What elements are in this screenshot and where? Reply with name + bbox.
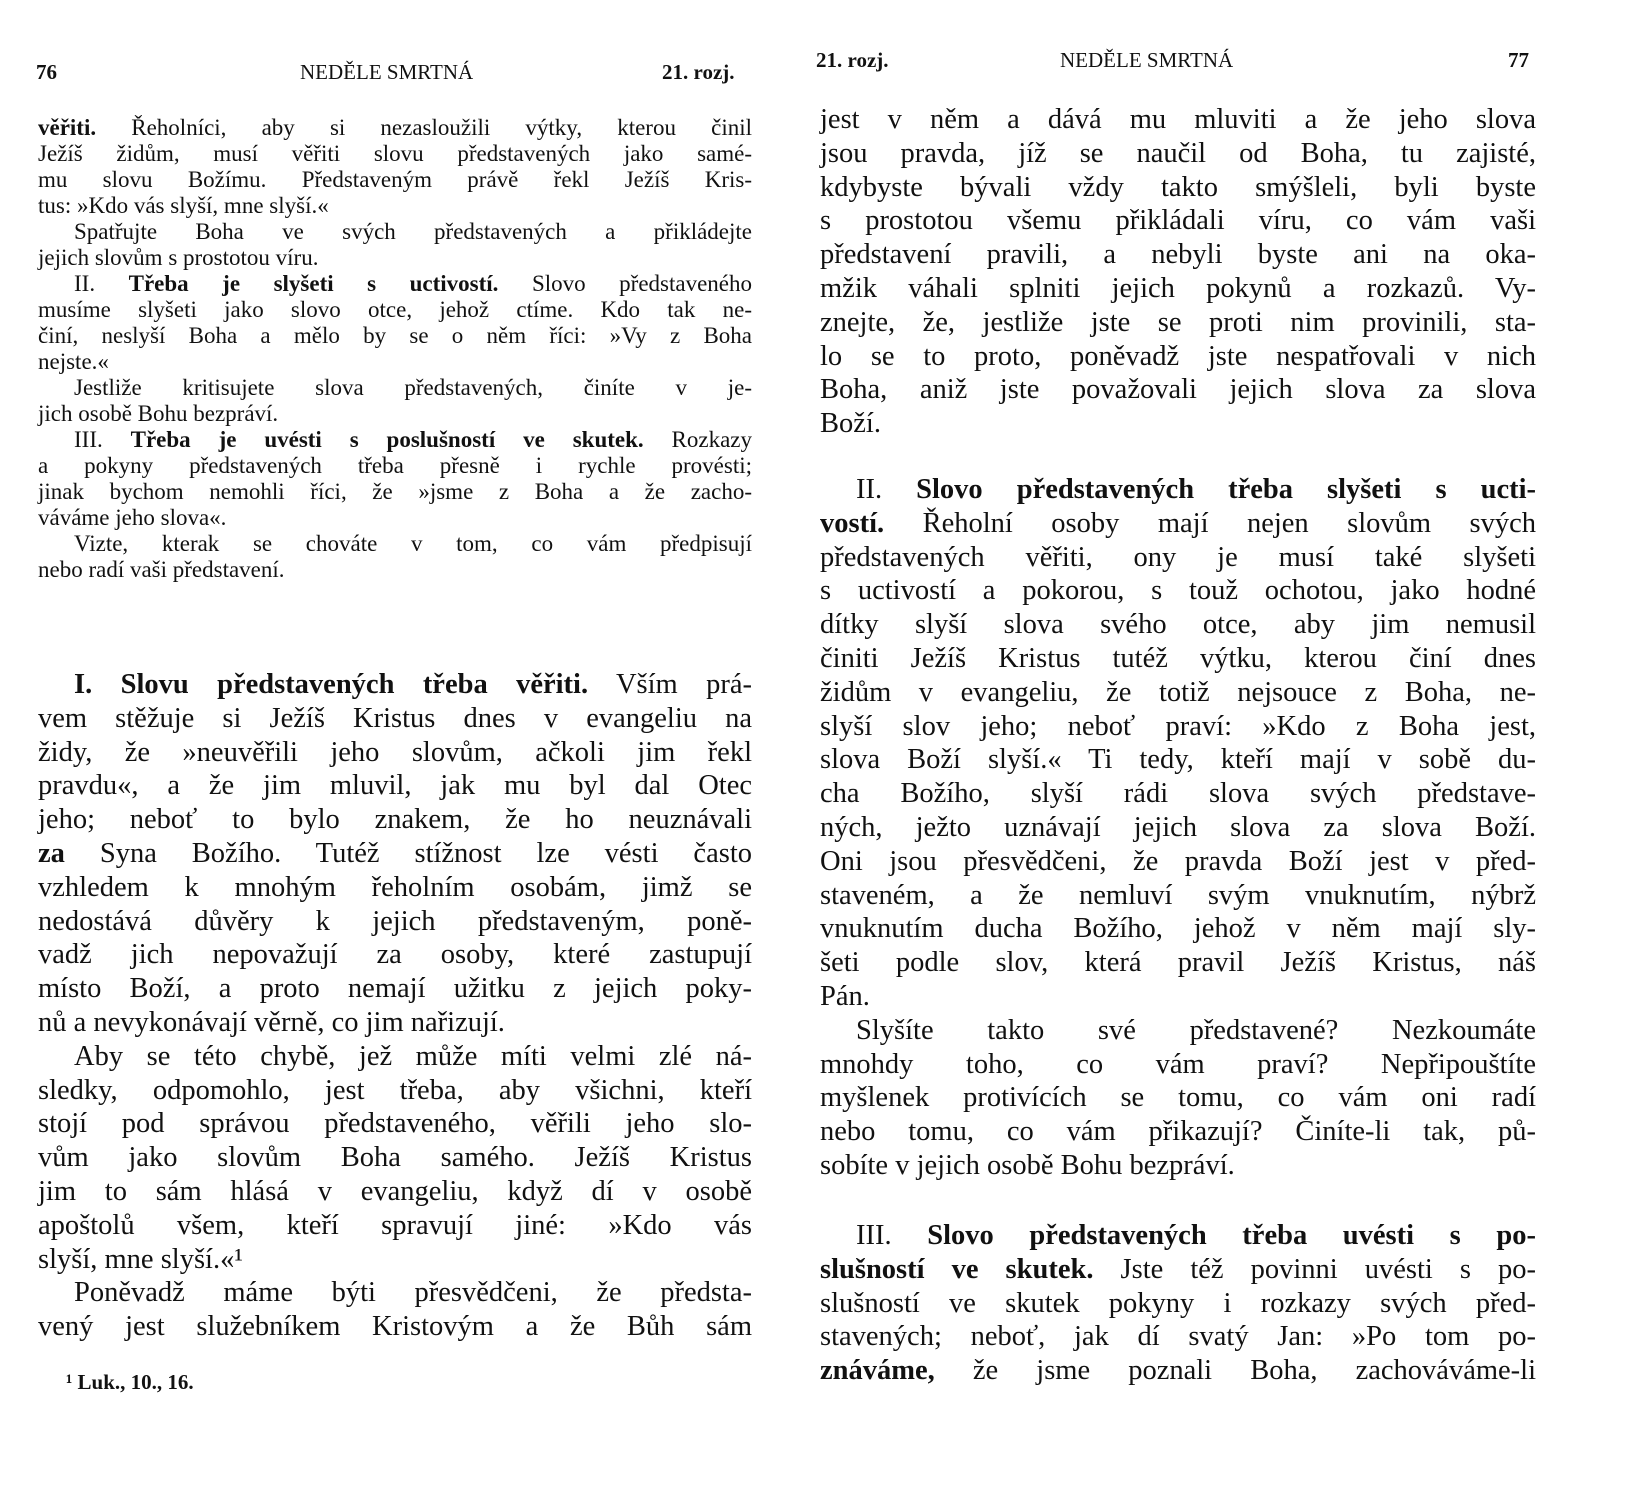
text: myšlenek protivících se tomu, co vám oni radí	[820, 1082, 1536, 1114]
text: vený jest služebníkem Kristovým a že Bůh sám	[38, 1311, 752, 1343]
bold-text: Slovo představených třeba slyšeti s ucti-	[916, 474, 1537, 505]
bold-text: slušností ve skutek.	[820, 1253, 1094, 1285]
text: Rozkazy	[643, 427, 753, 452]
text: nebo radí vaši představení.	[38, 557, 285, 582]
text: jejich slovům s prostotou víru.	[38, 245, 319, 270]
text: Ježíš židům, musí věřiti slovu představených jako samé-	[38, 141, 752, 166]
text: III.	[74, 427, 131, 452]
text-line	[820, 1287, 1536, 1321]
text-line	[38, 1074, 752, 1108]
text-line	[38, 1006, 752, 1040]
text-line	[38, 702, 752, 736]
text-line	[820, 103, 1536, 137]
text-line	[820, 473, 1536, 507]
text: tus: »Kdo vás slyší, mne slyší.«	[38, 193, 329, 218]
text-line	[820, 608, 1536, 642]
text: apoštolů všem, kteří spravují jiné: »Kdo vás	[38, 1209, 752, 1241]
footnote: ¹ Luk., 10., 16.	[66, 1370, 194, 1394]
text-line	[38, 972, 752, 1006]
text-line	[38, 141, 752, 167]
text-line	[38, 427, 752, 453]
text: musíme slyšeti jako slovo otce, jehož ctíme. Kdo tak ne-	[38, 297, 752, 322]
text-line	[820, 676, 1536, 710]
page-number: 76	[36, 60, 57, 84]
body-text-section-ii	[820, 473, 1536, 1183]
text: Řeholníci, aby si nezasloužili výtky, kterou činil	[96, 115, 752, 140]
text-line	[38, 323, 752, 349]
text-line	[38, 479, 752, 505]
text-line	[38, 668, 752, 702]
section-label: 21. rozj.	[662, 60, 735, 84]
bold-text: Třeba je uvésti s poslušností ve skutek.	[130, 427, 644, 452]
body-text-section-iii	[820, 1219, 1536, 1388]
text: Vším prá-	[588, 669, 752, 700]
text: stavených; neboť, jak dí svatý Jan: »Po tom po-	[820, 1321, 1536, 1353]
summary-text	[38, 115, 752, 583]
text-line	[38, 871, 752, 905]
text: slova Boží slyší.« Ti tedy, kteří mají v sobě du-	[820, 744, 1536, 776]
bold-text: I. Slovu představených třeba věřiti.	[74, 669, 589, 700]
text: Jestliže kritisujete slova představených, činíte v je-	[74, 375, 752, 400]
text: jest v něm a dává mu mluviti a že jeho slova	[820, 104, 1536, 135]
text: slyší slov jeho; neboť praví: »Kdo z Boha jest,	[820, 710, 1536, 742]
text: s prostotou všemu přikládali víru, co vám vaši	[820, 205, 1536, 237]
text: sledky, odpomohlo, jest třeba, aby všichni, kteří	[38, 1074, 752, 1106]
text-line	[38, 219, 752, 245]
text-line	[820, 912, 1536, 946]
text: Řeholní osoby mají nejen slovům svých	[884, 507, 1536, 539]
text: jinak bychom nemohli říci, že »jsme z Boha a že zacho-	[38, 479, 752, 504]
text-line	[820, 1081, 1536, 1115]
text: pravdu«, a že jim mluvil, jak mu byl dal Otec	[38, 770, 752, 802]
bold-text: znáváme,	[820, 1355, 935, 1387]
text-line	[38, 1040, 752, 1074]
text-line	[38, 193, 752, 219]
right-page	[810, 0, 1650, 1500]
text: vadž jich nepovažují za osoby, které zastupují	[38, 939, 752, 971]
text-line	[38, 245, 752, 271]
text-line	[820, 1115, 1536, 1149]
text: židům v evangeliu, že totiž nejsouce z Boha, ne-	[820, 676, 1536, 708]
text: Slyšíte takto své představené? Nezkoumáte	[856, 1014, 1536, 1046]
text: Poněvadž máme býti přesvědčeni, že předsta-	[74, 1277, 752, 1309]
text: sobíte v jejich osobě Bohu bezpráví.	[820, 1149, 1235, 1181]
text-line	[820, 574, 1536, 608]
text-line	[820, 137, 1536, 171]
bold-text: věřiti.	[38, 115, 97, 140]
text-line	[38, 531, 752, 557]
text-line	[38, 1310, 752, 1344]
text-line	[38, 505, 752, 531]
text: lo se to proto, poněvadž jste nespatřovali v nich	[820, 340, 1536, 372]
text-line	[38, 1276, 752, 1310]
text: ných, ježto uznávají jejich slova za slova Boží.	[820, 811, 1536, 843]
text-line	[820, 879, 1536, 913]
text: s uctivostí a pokorou, s touž ochotou, jako hodné	[820, 575, 1536, 607]
text-line	[820, 845, 1536, 879]
text-line	[38, 453, 752, 479]
text-line	[38, 375, 752, 401]
text: cha Božího, slyší rádi slova svých představe-	[820, 778, 1536, 810]
text-line	[38, 1243, 752, 1277]
text: a pokyny představených třeba přesně i rychle provésti;	[38, 453, 752, 478]
text-line	[820, 811, 1536, 845]
text-line	[38, 1107, 752, 1141]
text-line	[820, 1048, 1536, 1082]
text-line	[820, 272, 1536, 306]
text: představení pravili, a nebyli byste ani na oka-	[820, 239, 1536, 271]
text-line	[38, 401, 752, 427]
text-line	[38, 115, 752, 141]
text-line	[820, 642, 1536, 676]
text: dítky slyší slova svého otce, aby jim nemusil	[820, 609, 1536, 641]
text-line	[820, 1014, 1536, 1048]
text: nedostává důvěry k jejich představeným, poně-	[38, 905, 752, 937]
text: mžik váhali splniti jejich pokynů a rozkazů. Vy-	[820, 272, 1536, 304]
text-line	[820, 340, 1536, 374]
text: stojí pod správou představeného, věřili jeho slo-	[38, 1108, 752, 1140]
text-line	[820, 171, 1536, 205]
text: Aby se této chybě, jež může míti velmi zlé ná-	[74, 1040, 752, 1072]
text: Boha, aniž jste považovali jejich slova za slova	[820, 374, 1536, 406]
text-line	[38, 297, 752, 323]
text: Slovo představeného	[498, 271, 753, 296]
text-line	[38, 769, 752, 803]
text: nejste.«	[38, 349, 109, 374]
running-title: NEDĚLE SMRTNÁ	[1060, 48, 1234, 72]
text: Pán.	[820, 980, 870, 1012]
text: šeti podle slov, která pravil Ježíš Kristus, náš	[820, 947, 1536, 979]
text: činiti Ježíš Kristus tutéž výtku, kterou činí dnes	[820, 642, 1536, 674]
text: židy, že »neuvěřili jeho slovům, ačkoli jim řekl	[38, 736, 752, 768]
text-line	[38, 167, 752, 193]
text-line	[38, 938, 752, 972]
text: nů a nevykonávají věrně, co jim nařizují.	[38, 1006, 505, 1038]
text-line	[38, 1141, 752, 1175]
text-line	[820, 1320, 1536, 1354]
text-line	[820, 1219, 1536, 1253]
text: Vizte, kterak se chováte v tom, co vám předpisují	[74, 531, 752, 556]
text: vům jako slovům Boha samého. Ježíš Kristus	[38, 1142, 752, 1174]
bold-text: vostí.	[820, 507, 885, 539]
text: jeho; neboť to bylo znakem, že ho neuznávali	[38, 804, 752, 836]
text-line	[820, 1253, 1536, 1287]
text-line	[38, 905, 752, 939]
text: kdybyste bývali vždy takto smýšleli, byli byste	[820, 171, 1536, 203]
text: váváme jeho slova«.	[38, 505, 227, 530]
text: III.	[856, 1220, 928, 1251]
text-line	[820, 407, 1536, 441]
text-line	[820, 507, 1536, 541]
bold-text: za	[38, 837, 65, 869]
text-line	[820, 777, 1536, 811]
text-line	[38, 1209, 752, 1243]
text: vem stěžuje si Ježíš Kristus dnes v evangeliu na	[38, 702, 752, 734]
text-line	[38, 557, 752, 583]
text: slyší, mne slyší.«¹	[38, 1243, 243, 1275]
text-line	[820, 710, 1536, 744]
bold-text: Třeba je slyšeti s uctivostí.	[128, 271, 499, 296]
text: jsou pravda, jíž se naučil od Boha, tu zajisté,	[820, 137, 1536, 169]
text: Jste též povinni uvésti s po-	[1093, 1253, 1536, 1285]
text: vnuknutím ducha Božího, jehož v něm mají sly-	[820, 913, 1536, 945]
bold-text: Slovo představených třeba uvésti s po-	[927, 1220, 1536, 1251]
text: slušností ve skutek pokyny i rozkazy svých před-	[820, 1287, 1536, 1319]
text: jich osobě Bohu bezpráví.	[38, 401, 279, 426]
text: nebo tomu, co vám přikazují? Činíte-li tak, pů-	[820, 1116, 1536, 1148]
text-line	[38, 837, 752, 871]
page-number: 77	[1508, 48, 1529, 72]
section-label: 21. rozj.	[816, 48, 889, 72]
text-line	[820, 306, 1536, 340]
body-text	[38, 668, 752, 1344]
text-line	[38, 803, 752, 837]
text-line	[820, 980, 1536, 1014]
text-line	[820, 204, 1536, 238]
text-line	[38, 736, 752, 770]
text: představených věřiti, ony je musí také slyšeti	[820, 541, 1536, 573]
text: mu slovu Božímu. Představeným právě řekl Ježíš Kris-	[38, 167, 752, 192]
text: mnohdy toho, co vám praví? Nepřipouštíte	[820, 1048, 1536, 1080]
text: Oni jsou přesvědčeni, že pravda Boží jest v před-	[820, 845, 1536, 877]
text-line	[820, 373, 1536, 407]
text-line	[820, 1149, 1536, 1183]
text-line	[820, 743, 1536, 777]
text-line	[820, 1354, 1536, 1388]
text: že jsme poznali Boha, zachováváme-li	[934, 1355, 1536, 1387]
text: II.	[74, 271, 129, 296]
text-line	[820, 541, 1536, 575]
text: vzhledem k mnohým řeholním osobám, jimž se	[38, 871, 752, 903]
running-title: NEDĚLE SMRTNÁ	[300, 60, 474, 84]
text: místo Boží, a proto nemají užitku z jejich poky-	[38, 973, 752, 1005]
text: Syna Božího. Tutéž stížnost lze vésti často	[64, 837, 752, 869]
text-line	[38, 1175, 752, 1209]
text: II.	[856, 474, 917, 505]
text: staveném, a že nemluví svým vnuknutím, nýbrž	[820, 879, 1536, 911]
text: jim to sám hlásá v evangeliu, když dí v osobě	[38, 1175, 752, 1207]
text-line	[820, 946, 1536, 980]
text-line	[38, 349, 752, 375]
left-page	[0, 0, 810, 1500]
text-line	[820, 238, 1536, 272]
text-line	[38, 271, 752, 297]
text: Boží.	[820, 408, 881, 440]
text: Spatřujte Boha ve svých představených a přikládejte	[74, 219, 752, 244]
text: činí, neslyší Boha a mělo by se o něm říci: »Vy z Boha	[38, 323, 752, 348]
text: znejte, že, jestliže jste se proti nim provinili, sta-	[820, 306, 1536, 338]
body-text-continued	[820, 103, 1536, 441]
